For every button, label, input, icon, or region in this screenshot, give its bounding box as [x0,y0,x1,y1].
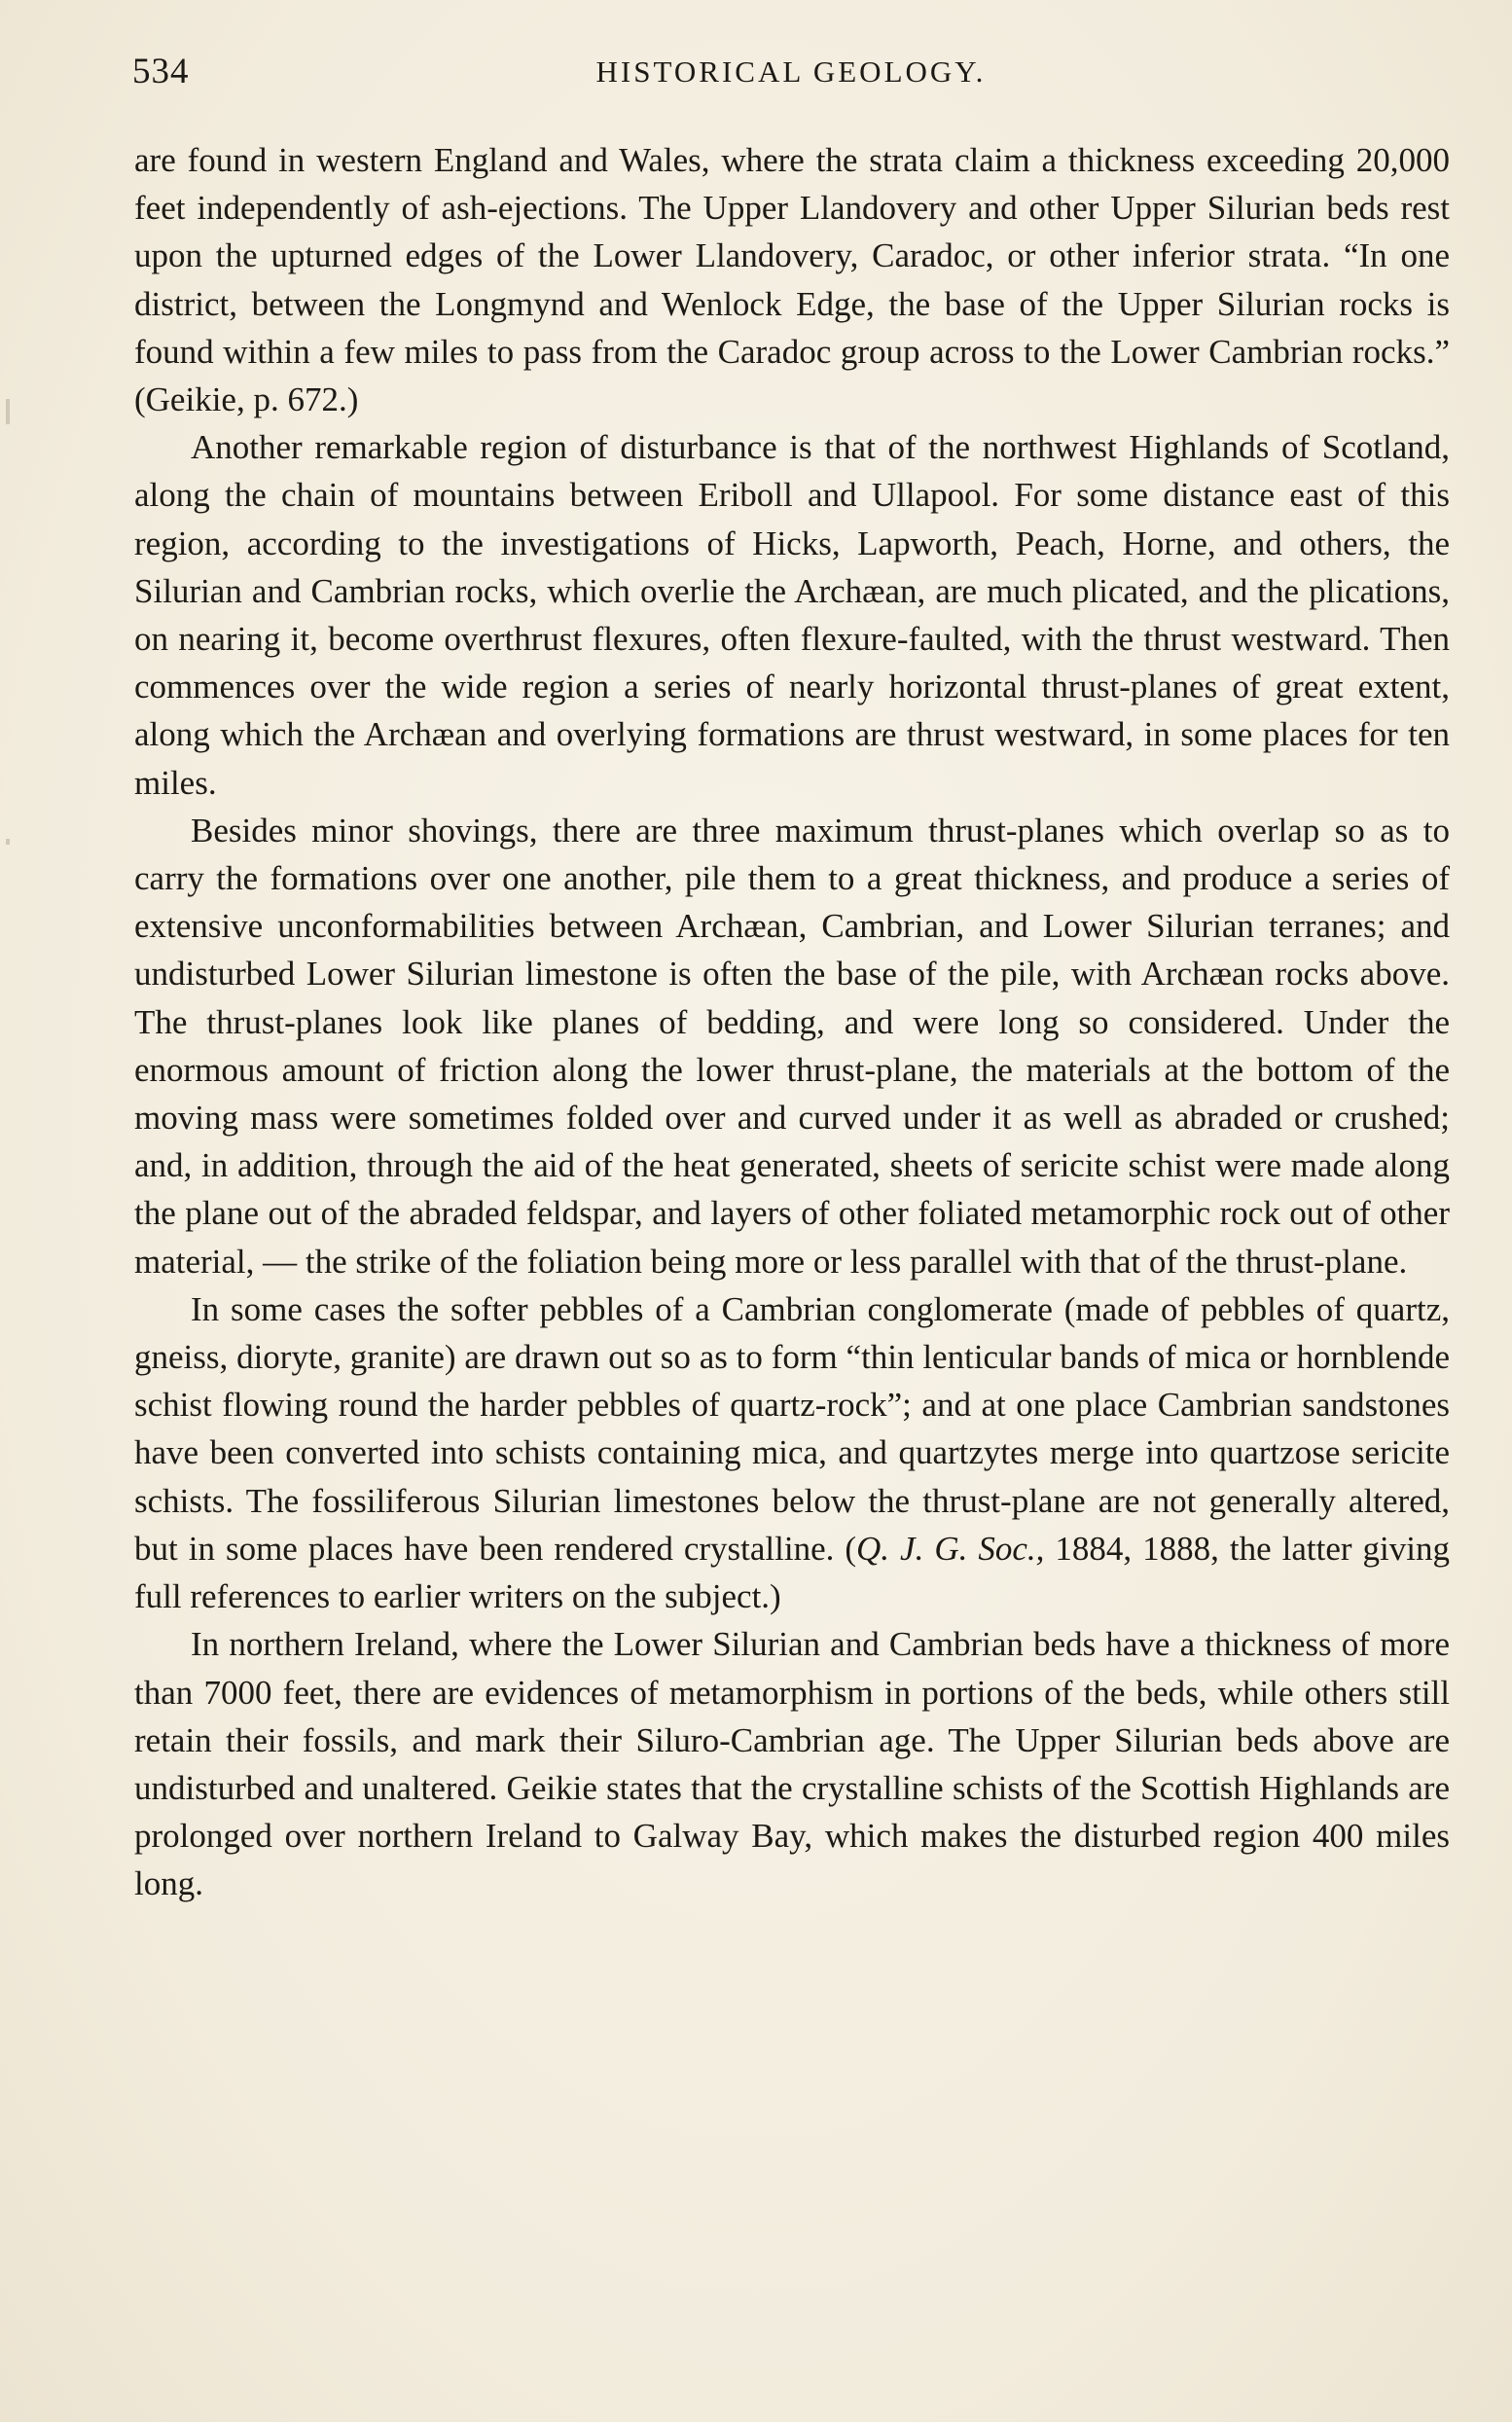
paragraph-5: In northern Ireland, where the Lower Silurian and Cambrian beds have a thickness of more than 7000 feet, there are evidences of metamorphism in portions of the beds, while others still retain their fossils, and mark their Siluro-Cambrian age. The Upper Silurian beds above are undisturbed and unaltered. Geikie states that the crystalline schists of the Scottish Highlands are prolonged over northern Ireland to Galway Bay, which makes the disturbed region 400 miles long. [134,1625,1450,1903]
paragraph-3: Besides minor shovings, there are three maximum thrust-planes which overlap so as to carry the formations over one another, pile them to a great thickness, and produce a series of extensive unconformabilities between Archæan, Cambrian, and Lower Silurian terranes; and undisturbed Lower Silurian limestone is often the base of the pile, with Archæan rocks above. The thrust-planes look like planes of bedding, and were long so considered. Under the enormous amount of friction along the lower thrust-plane, the materials at the bottom of the moving mass were sometimes folded over and curved under it as well as abraded or crushed; and, in addition, through the aid of the heat generated, sheets of sericite schist were made along the plane out of the abraded feldspar, and layers of other foliated metamorphic rock out of other material, — the strike of the foliation being more or less parallel with that of the thrust-plane. [134,811,1450,1281]
left-margin-mark [6,839,10,845]
paragraph-2: Another remarkable region of disturbance is that of the northwest Highlands of Scotland, along the chain of mountains between Eriboll and Ullapool. For some distance east of this region, according to the investigations of Hicks, Lapworth, Peach, Horne, and others, the Silurian and Cambrian rocks, which overlie the Archæan, are much plicated, and the plications, on nearing it, become overthrust flexures, often flexure-faulted, with the thrust westward. Then commences over the wide region a series of nearly horizontal thrust-planes of great extent, along which the Archæan and overlying formations are thrust westward, in some places for ten miles. [134,428,1450,802]
paragraph-4-text-a: In some cases the softer pebbles of a Cambrian conglomerate (made of pebbles of quartz, gneiss, dioryte, granite) are drawn out so as to form “thin lenticular bands of mica or hornblende schist flowing round the harder pebbles of quartz-rock”; and at one place Cambrian sandstones have been converted into schists containing mica, and quartzytes merge into quartzose sericite schists. The fossiliferous Silurian limestones below the thrust-plane are not generally altered, but in some places have been rendered crystalline. ( [134,1289,1450,1568]
paragraph-4-text-b: 1884, 1888, the latter giving full references to earlier writers on the subject.) [134,1529,1450,1616]
paragraph-4 [134,1285,1450,1620]
paragraph-1: are found in western England and Wales, where the strata claim a thickness exceeding 20,000 feet independently of ash-ejections. The Upper Llandovery and other Upper Silurian beds rest upon the upturned edges of the Lower Llandovery, Caradoc, or other inferior strata. “In one district, between the Longmynd and Wenlock Edge, the base of the Upper Silurian rocks is found within a few miles to pass from the Caradoc group across to the Lower Cambrian rocks.” (Geikie, p. 672.) [134,141,1450,419]
left-margin-mark [6,399,10,424]
running-head: HISTORICAL GEOLOGY. [595,54,987,89]
page-body [134,136,1450,1908]
page-header [132,51,1450,99]
page-number: 534 [132,52,190,91]
journal-citation: Q. J. G. Soc., [856,1529,1045,1568]
